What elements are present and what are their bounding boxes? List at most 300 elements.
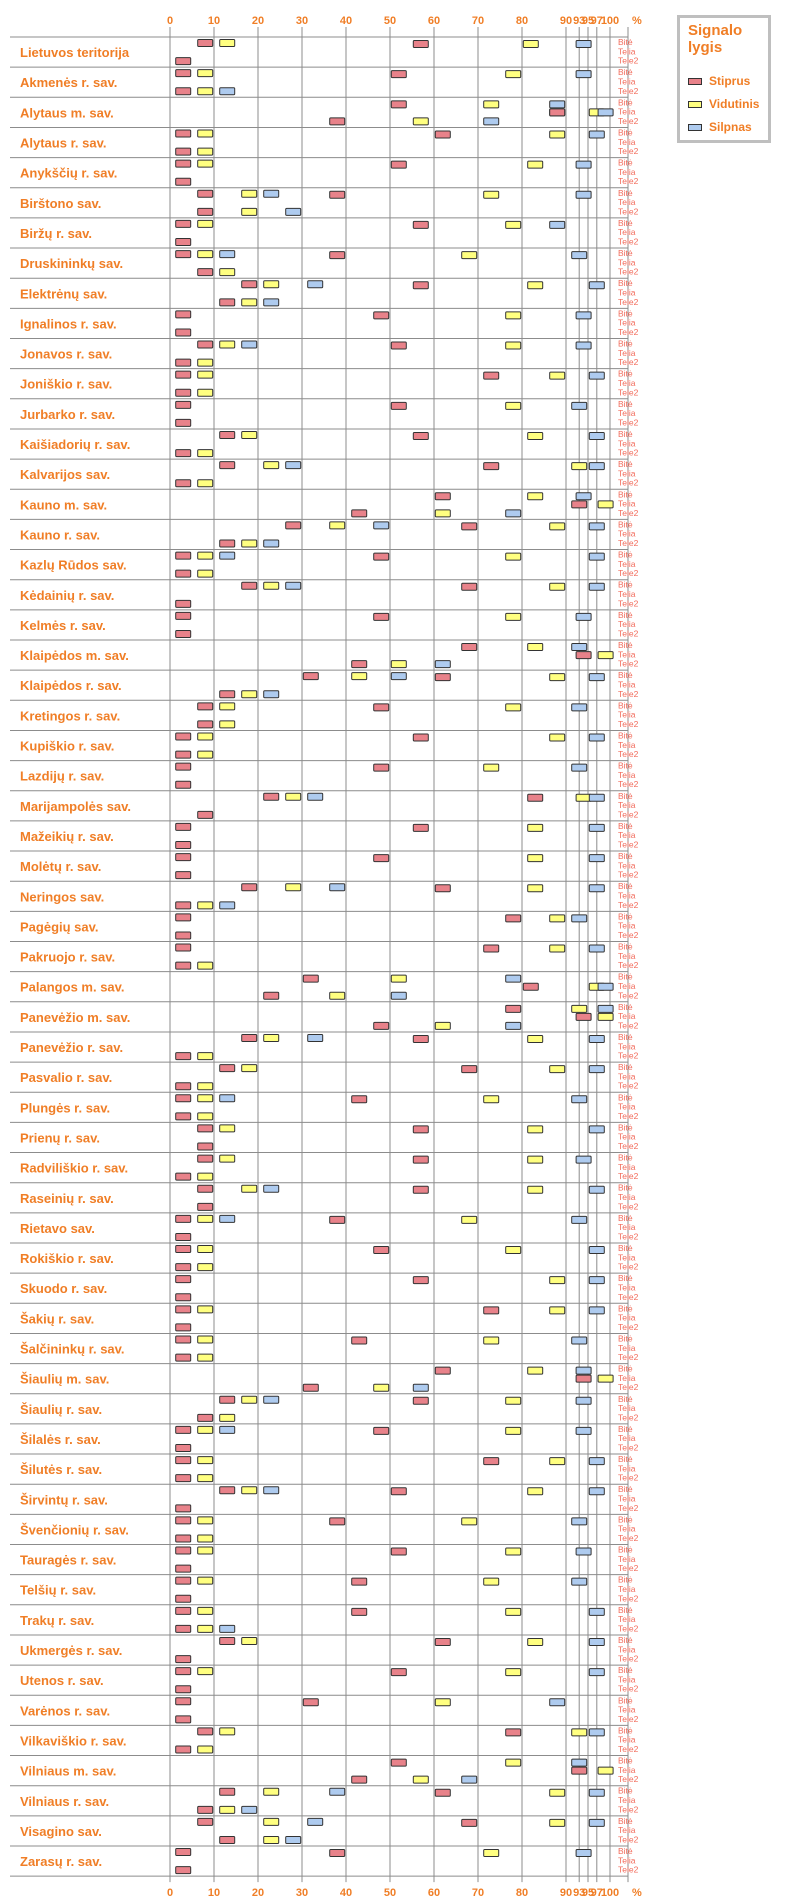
operator-label: Bitė — [618, 1152, 633, 1163]
municipality-label: Tauragės r. sav. — [20, 1552, 117, 1568]
operator-label: Tele2 — [618, 387, 639, 398]
signal-mark-stiprus — [198, 1728, 213, 1735]
operator-label: Bitė — [618, 1695, 633, 1706]
signal-mark-stiprus — [374, 1247, 389, 1254]
signal-mark-stiprus — [176, 1716, 191, 1723]
signal-mark-stiprus — [391, 71, 406, 78]
municipality-label: Visagino sav. — [20, 1823, 102, 1839]
signal-mark-stiprus — [242, 281, 257, 288]
signal-mark-stiprus — [352, 1608, 367, 1615]
operator-label: Telia — [618, 1041, 636, 1052]
signal-mark-silpnas — [589, 553, 604, 560]
signal-mark-stiprus — [572, 501, 587, 508]
signal-mark-silpnas — [576, 41, 591, 48]
signal-mark-stiprus — [198, 1185, 213, 1192]
signal-mark-silpnas — [576, 1548, 591, 1555]
signal-mark-silpnas — [286, 582, 301, 589]
operator-label: Tele2 — [618, 85, 639, 96]
municipality-label: Rokiškio r. sav. — [20, 1251, 114, 1267]
signal-mark-vidutinis — [198, 1215, 213, 1222]
signal-mark-vidutinis — [598, 1375, 613, 1382]
signal-mark-silpnas — [576, 1850, 591, 1857]
signal-mark-stiprus — [176, 1547, 191, 1554]
legend-title: Signalo lygis — [688, 22, 743, 56]
operator-label: Telia — [618, 1614, 636, 1625]
signal-mark-silpnas — [589, 1186, 604, 1193]
signal-mark-vidutinis — [242, 431, 257, 438]
signal-mark-vidutinis — [264, 1034, 279, 1041]
signal-mark-stiprus — [462, 644, 477, 651]
operator-label: Tele2 — [618, 115, 639, 126]
signal-mark-vidutinis — [435, 510, 450, 517]
operator-label: Bitė — [618, 1031, 633, 1042]
signal-mark-vidutinis — [550, 372, 565, 379]
signal-mark-stiprus — [330, 118, 345, 125]
municipality-label: Elektrėnų sav. — [20, 286, 108, 302]
operator-label: Bitė — [618, 278, 633, 289]
signal-mark-stiprus — [176, 401, 191, 408]
municipality-label: Skuodo r. sav. — [20, 1281, 108, 1297]
signal-mark-silpnas — [576, 312, 591, 319]
operator-label: Bitė — [618, 1122, 633, 1133]
legend-label-stiprus: Stiprus — [709, 74, 751, 88]
signal-mark-vidutinis — [572, 463, 587, 470]
x-tick-label: 80 — [515, 15, 529, 27]
signal-mark-silpnas — [286, 1836, 301, 1843]
signal-mark-stiprus — [330, 191, 345, 198]
signal-mark-stiprus — [176, 781, 191, 788]
signal-mark-vidutinis — [572, 1729, 587, 1736]
municipality-label: Utenos r. sav. — [20, 1673, 104, 1689]
municipality-label: Neringos sav. — [20, 889, 105, 905]
signal-mark-silpnas — [598, 1005, 613, 1012]
operator-label: Tele2 — [618, 1683, 639, 1694]
signal-mark-silpnas — [589, 794, 604, 801]
signal-mark-stiprus — [391, 101, 406, 108]
signal-mark-vidutinis — [198, 570, 213, 577]
operator-label: Telia — [618, 830, 636, 841]
signal-mark-stiprus — [176, 130, 191, 137]
signal-mark-stiprus — [220, 462, 235, 469]
signal-mark-vidutinis — [198, 902, 213, 909]
operator-label: Bitė — [618, 881, 633, 892]
operator-label: Telia — [618, 257, 636, 268]
operator-label: Telia — [618, 136, 636, 147]
signal-mark-stiprus — [176, 1607, 191, 1614]
operator-label: Bitė — [618, 1785, 633, 1796]
signal-mark-stiprus — [198, 341, 213, 348]
operator-label: Tele2 — [618, 929, 639, 940]
operator-label: Tele2 — [618, 718, 639, 729]
municipality-label: Anykščių r. sav. — [20, 165, 118, 181]
operator-label: Tele2 — [618, 1442, 639, 1453]
municipality-label: Ukmergės r. sav. — [20, 1643, 123, 1659]
signal-mark-stiprus — [391, 1759, 406, 1766]
signal-mark-silpnas — [589, 1066, 604, 1073]
signal-mark-stiprus — [176, 1336, 191, 1343]
signal-mark-stiprus — [462, 1819, 477, 1826]
operator-label: Telia — [618, 1312, 636, 1323]
operator-label: Tele2 — [618, 1382, 639, 1393]
operator-label: Telia — [618, 649, 636, 660]
operator-label: Bitė — [618, 248, 633, 259]
signal-mark-vidutinis — [330, 992, 345, 999]
municipality-label: Šiaulių r. sav. — [20, 1401, 103, 1417]
signal-mark-vidutinis — [198, 1246, 213, 1253]
operator-label: Telia — [618, 980, 636, 991]
operator-label: Tele2 — [618, 1653, 639, 1664]
municipality-label: Telšių r. sav. — [20, 1582, 97, 1598]
x-unit-label: % — [632, 15, 642, 27]
operator-label: Tele2 — [618, 1291, 639, 1302]
signal-mark-vidutinis — [391, 661, 406, 668]
signal-mark-silpnas — [572, 1518, 587, 1525]
x-tick-label: 0 — [166, 15, 174, 27]
signal-mark-stiprus — [176, 329, 191, 336]
signal-mark-stiprus — [176, 88, 191, 95]
signal-mark-vidutinis — [506, 1247, 521, 1254]
signal-mark-stiprus — [198, 703, 213, 710]
signal-mark-vidutinis — [528, 644, 543, 651]
signal-mark-vidutinis — [528, 432, 543, 439]
operator-label: Tele2 — [618, 1804, 639, 1815]
municipality-label: Panevėžio r. sav. — [20, 1040, 124, 1056]
signal-mark-stiprus — [176, 1445, 191, 1452]
signal-mark-silpnas — [220, 1625, 235, 1632]
signal-mark-silpnas — [484, 118, 499, 125]
signal-mark-stiprus — [176, 148, 191, 155]
operator-label: Telia — [618, 197, 636, 208]
municipality-label: Palangos m. sav. — [20, 979, 125, 995]
operator-label: Bitė — [618, 1001, 633, 1012]
signal-mark-vidutinis — [198, 1746, 213, 1753]
signal-mark-stiprus — [462, 1066, 477, 1073]
municipality-label: Ignalinos r. sav. — [20, 316, 117, 332]
x-tick-label: 30 — [295, 1887, 309, 1900]
signal-mark-stiprus — [462, 523, 477, 530]
signal-mark-stiprus — [484, 945, 499, 952]
signal-mark-stiprus — [176, 962, 191, 969]
x-tick-label: 100 — [600, 1887, 620, 1900]
signal-mark-silpnas — [550, 221, 565, 228]
operator-label: Bitė — [618, 1092, 633, 1103]
operator-label: Telia — [618, 1192, 636, 1202]
legend-swatch-stiprus — [688, 78, 702, 85]
x-unit-label: % — [632, 1887, 642, 1900]
signal-mark-silpnas — [589, 1277, 604, 1284]
signal-mark-stiprus — [176, 1264, 191, 1271]
municipality-label: Akmenės r. sav. — [20, 75, 118, 91]
signal-mark-vidutinis — [506, 1397, 521, 1404]
signal-mark-stiprus — [435, 493, 450, 500]
signal-mark-silpnas — [242, 1806, 257, 1813]
signal-mark-vidutinis — [506, 1669, 521, 1676]
operator-label: Telia — [618, 1433, 636, 1444]
x-tick-label: 100 — [600, 15, 620, 27]
x-tick-label: 97 — [590, 15, 603, 27]
signal-mark-vidutinis — [264, 281, 279, 288]
signal-mark-stiprus — [176, 1535, 191, 1542]
municipality-label: Marijampolės sav. — [20, 798, 132, 814]
signal-mark-stiprus — [484, 1307, 499, 1314]
operator-label: Tele2 — [618, 749, 639, 760]
signal-mark-stiprus — [374, 1427, 389, 1434]
signal-mark-vidutinis — [506, 704, 521, 711]
signal-mark-vidutinis — [506, 71, 521, 78]
signal-mark-stiprus — [303, 1699, 318, 1706]
x-tick-label: 0 — [166, 1887, 174, 1900]
municipality-label: Kaišiadorių r. sav. — [20, 437, 131, 453]
signal-mark-stiprus — [198, 269, 213, 276]
signal-mark-stiprus — [198, 190, 213, 197]
signal-mark-stiprus — [176, 1656, 191, 1663]
signal-mark-stiprus — [352, 510, 367, 517]
operator-label: Telia — [618, 1764, 636, 1775]
signal-mark-stiprus — [462, 583, 477, 590]
signal-mark-silpnas — [220, 1215, 235, 1222]
signal-mark-vidutinis — [242, 208, 257, 215]
signal-mark-stiprus — [330, 252, 345, 259]
operator-label: Bitė — [618, 187, 633, 198]
signal-mark-silpnas — [589, 1307, 604, 1314]
signal-mark-silpnas — [576, 613, 591, 620]
operator-label: Bitė — [618, 609, 633, 620]
signal-mark-vidutinis — [198, 1173, 213, 1180]
signal-mark-vidutinis — [506, 613, 521, 620]
operator-label: Bitė — [618, 459, 633, 470]
municipality-label: Šakių r. sav. — [20, 1311, 95, 1327]
signal-mark-stiprus — [176, 751, 191, 758]
signal-mark-silpnas — [589, 1488, 604, 1495]
signal-mark-silpnas — [589, 282, 604, 289]
signal-mark-stiprus — [220, 540, 235, 547]
signal-mark-stiprus — [176, 1426, 191, 1433]
operator-label: Tele2 — [618, 1321, 639, 1332]
municipality-label: Biržų r. sav. — [20, 225, 93, 241]
signal-mark-stiprus — [264, 992, 279, 999]
municipality-label: Klaipėdos r. sav. — [20, 678, 122, 694]
operator-label: Telia — [618, 1644, 636, 1655]
municipality-label: Kauno m. sav. — [20, 497, 108, 513]
signal-mark-stiprus — [413, 1397, 428, 1404]
municipality-label: Kalvarijos sav. — [20, 467, 111, 483]
signal-mark-vidutinis — [264, 1788, 279, 1795]
signal-mark-silpnas — [220, 552, 235, 559]
operator-label: Telia — [618, 468, 636, 479]
signal-mark-stiprus — [176, 359, 191, 366]
signal-mark-stiprus — [374, 312, 389, 319]
operator-label: Telia — [618, 408, 636, 419]
x-tick-label: 60 — [427, 15, 441, 27]
signal-mark-stiprus — [506, 915, 521, 922]
signal-mark-vidutinis — [198, 1668, 213, 1675]
municipality-label: Jurbarko r. sav. — [20, 406, 116, 422]
signal-mark-vidutinis — [242, 299, 257, 306]
operator-label: Tele2 — [618, 658, 639, 669]
signal-mark-silpnas — [506, 975, 521, 982]
operator-label: Bitė — [618, 640, 633, 650]
operator-label: Bitė — [618, 820, 633, 831]
signal-mark-vidutinis — [528, 1156, 543, 1163]
operator-label: Tele2 — [618, 538, 639, 548]
signal-mark-silpnas — [242, 341, 257, 348]
signal-mark-stiprus — [176, 1294, 191, 1301]
operator-label: Telia — [618, 1734, 636, 1745]
signal-mark-stiprus — [374, 1022, 389, 1029]
signal-mark-stiprus — [176, 600, 191, 607]
legend-item-stiprus — [688, 74, 772, 90]
signal-mark-stiprus — [391, 342, 406, 349]
signal-mark-stiprus — [391, 402, 406, 409]
signal-mark-stiprus — [176, 1595, 191, 1602]
operator-label: Telia — [618, 558, 636, 569]
signal-mark-silpnas — [576, 1367, 591, 1374]
signal-mark-stiprus — [435, 1367, 450, 1374]
signal-mark-vidutinis — [484, 764, 499, 771]
municipality-label: Šilalės r. sav. — [20, 1431, 101, 1447]
operator-label: Bitė — [618, 1273, 633, 1284]
signal-mark-vidutinis — [220, 703, 235, 710]
signal-mark-vidutinis — [506, 221, 521, 228]
signal-mark-stiprus — [176, 1324, 191, 1331]
legend-swatch-vidutinis — [688, 101, 702, 108]
operator-label: Bitė — [618, 1212, 633, 1223]
municipality-label: Joniškio r. sav. — [20, 376, 113, 392]
signal-mark-vidutinis — [528, 161, 543, 168]
municipality-label: Trakų r. sav. — [20, 1612, 95, 1628]
signal-mark-stiprus — [198, 40, 213, 47]
signal-mark-silpnas — [220, 1426, 235, 1433]
operator-label: Tele2 — [618, 1834, 639, 1845]
signal-mark-silpnas — [330, 1788, 345, 1795]
municipality-label: Prienų r. sav. — [20, 1130, 100, 1146]
operator-label: Telia — [618, 679, 636, 690]
signal-mark-vidutinis — [198, 1095, 213, 1102]
signal-mark-stiprus — [176, 1306, 191, 1313]
signal-mark-vidutinis — [198, 1053, 213, 1060]
operator-label: Telia — [618, 890, 636, 901]
operator-label: Bitė — [618, 1423, 633, 1434]
operator-label: Tele2 — [618, 1352, 639, 1363]
signal-mark-stiprus — [303, 975, 318, 982]
signal-mark-vidutinis — [528, 824, 543, 831]
operator-label: Tele2 — [618, 628, 639, 639]
operator-label: Bitė — [618, 97, 633, 108]
signal-mark-vidutinis — [550, 523, 565, 530]
operator-label: Bitė — [618, 760, 633, 771]
signal-mark-vidutinis — [528, 855, 543, 862]
signal-mark-silpnas — [598, 983, 613, 990]
signal-mark-vidutinis — [528, 1126, 543, 1133]
signal-mark-stiprus — [198, 208, 213, 215]
signal-mark-vidutinis — [528, 1638, 543, 1645]
signal-mark-vidutinis — [528, 1035, 543, 1042]
x-tick-label: 95 — [581, 15, 595, 27]
municipality-label: Kauno r. sav. — [20, 527, 100, 543]
signal-mark-stiprus — [413, 41, 428, 48]
signal-mark-vidutinis — [198, 1083, 213, 1090]
municipality-label: Radviliškio r. sav. — [20, 1160, 129, 1176]
signal-mark-vidutinis — [462, 252, 477, 259]
signal-mark-stiprus — [176, 220, 191, 227]
signal-mark-stiprus — [391, 1548, 406, 1555]
signal-mark-stiprus — [576, 652, 591, 659]
signal-mark-silpnas — [264, 190, 279, 197]
signal-mark-stiprus — [176, 1113, 191, 1120]
signal-mark-stiprus — [413, 824, 428, 831]
signal-mark-vidutinis — [484, 1337, 499, 1344]
municipality-label: Kretingos r. sav. — [20, 708, 121, 724]
legend-label-vidutinis: Vidutinis — [709, 97, 760, 111]
signal-mark-silpnas — [576, 493, 591, 500]
signal-mark-vidutinis — [198, 1113, 213, 1120]
signal-mark-silpnas — [572, 1759, 587, 1766]
signal-mark-vidutinis — [220, 1125, 235, 1132]
signal-mark-vidutinis — [220, 1728, 235, 1735]
municipality-label: Varėnos r. sav. — [20, 1703, 111, 1719]
operator-label: Tele2 — [618, 1623, 639, 1634]
signal-mark-vidutinis — [413, 118, 428, 125]
signal-mark-vidutinis — [198, 1264, 213, 1271]
signal-mark-stiprus — [220, 431, 235, 438]
operator-label: Tele2 — [618, 1563, 639, 1574]
signal-mark-vidutinis — [391, 975, 406, 982]
municipality-label: Vilkaviškio r. sav. — [20, 1733, 127, 1749]
legend-item-silpnas — [688, 120, 772, 136]
signal-mark-stiprus — [264, 793, 279, 800]
signal-mark-stiprus — [176, 371, 191, 378]
signal-mark-stiprus — [198, 1414, 213, 1421]
signal-mark-silpnas — [589, 523, 604, 530]
signal-mark-vidutinis — [198, 733, 213, 740]
signal-mark-vidutinis — [198, 962, 213, 969]
operator-label: Tele2 — [618, 779, 639, 790]
signal-mark-stiprus — [242, 1034, 257, 1041]
signal-mark-stiprus — [176, 1565, 191, 1572]
operator-label: Telia — [618, 950, 636, 961]
signal-mark-silpnas — [589, 1669, 604, 1676]
operator-label: Telia — [618, 227, 636, 238]
signal-mark-stiprus — [176, 1083, 191, 1090]
operator-label: Tele2 — [618, 568, 639, 579]
signal-mark-vidutinis — [242, 691, 257, 698]
x-tick-label: 60 — [427, 1887, 441, 1900]
signal-mark-silpnas — [374, 522, 389, 529]
signal-mark-vidutinis — [550, 1277, 565, 1284]
signal-mark-vidutinis — [506, 553, 521, 560]
signal-mark-silpnas — [589, 1729, 604, 1736]
operator-label: Tele2 — [618, 1713, 639, 1724]
signal-mark-silpnas — [264, 1396, 279, 1403]
signal-mark-stiprus — [374, 855, 389, 862]
municipality-label: Raseinių r. sav. — [20, 1190, 114, 1206]
signal-mark-stiprus — [484, 1458, 499, 1465]
operator-label: Bitė — [618, 851, 633, 862]
signal-mark-silpnas — [576, 1156, 591, 1163]
x-tick-label: 40 — [339, 1887, 353, 1900]
signal-mark-vidutinis — [198, 1306, 213, 1313]
municipality-label: Zarasų r. sav. — [20, 1854, 103, 1870]
operator-label: Bitė — [618, 1604, 633, 1615]
municipality-label: Pagėgių sav. — [20, 919, 99, 935]
municipality-label: Pasvalio r. sav. — [20, 1070, 113, 1086]
operator-label: Bitė — [618, 308, 633, 319]
signal-mark-silpnas — [589, 372, 604, 379]
signal-mark-silpnas — [589, 1126, 604, 1133]
signal-mark-stiprus — [176, 1233, 191, 1240]
operator-label: Telia — [618, 498, 636, 509]
operator-label: Tele2 — [618, 809, 639, 820]
